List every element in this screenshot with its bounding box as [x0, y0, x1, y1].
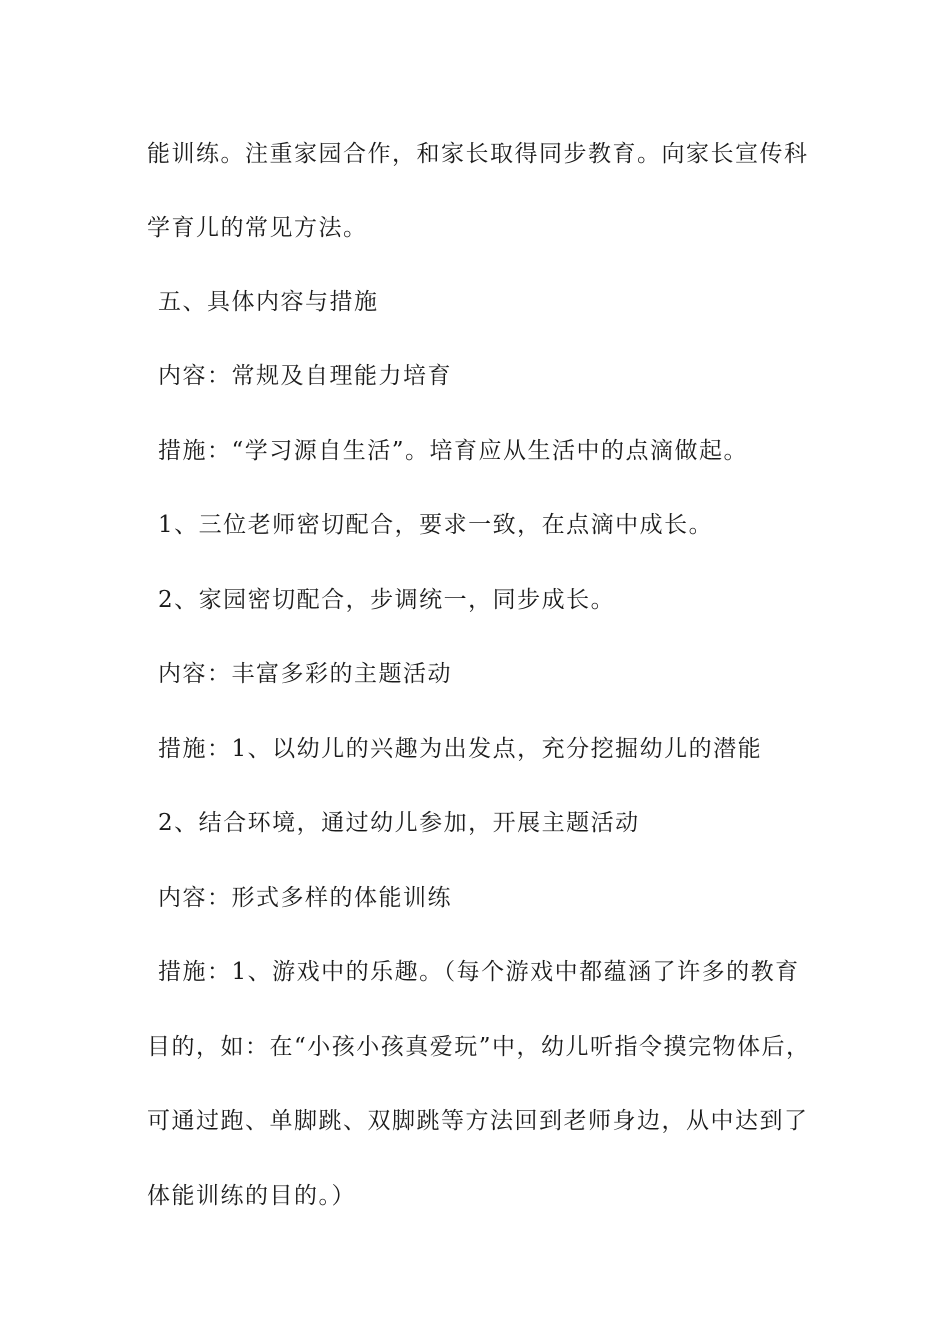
paragraph-line: 学育儿的常见方法。: [147, 215, 368, 241]
paragraph-line: 能训练。注重家园合作，和家长取得同步教育。向家长宣传科: [147, 141, 809, 167]
paragraph-line: 目的，如：在“小孩小孩真爱玩”中，幼儿听指令摸完物体后，: [147, 1034, 811, 1060]
list-item: 2、结合环境，通过幼儿参加，开展主题活动: [158, 810, 640, 836]
measure-line: 措施：1、以幼儿的兴趣为出发点，充分挖掘幼儿的潜能: [158, 736, 763, 762]
content-label-line: 内容：形式多样的体能训练: [158, 885, 452, 911]
list-item: 2、家园密切配合，步调统一，同步成长。: [158, 587, 616, 613]
measure-line: 措施：“学习源自生活”。培育应从生活中的点滴做起。: [158, 438, 749, 464]
section-heading: 五、具体内容与措施: [158, 289, 379, 315]
content-label-line: 内容：丰富多彩的主题活动: [158, 661, 452, 687]
measure-line: 措施：1、游戏中的乐趣。（每个游戏中都蕴涵了许多的教育: [158, 959, 800, 985]
paragraph-line: 体能训练的目的。）: [147, 1183, 356, 1209]
paragraph-line: 可通过跑、单脚跳、双脚跳等方法回到老师身边，从中达到了: [147, 1108, 809, 1134]
list-item: 1、三位老师密切配合，要求一致，在点滴中成长。: [158, 512, 714, 538]
content-label-line: 内容：常规及自理能力培育: [158, 363, 452, 389]
